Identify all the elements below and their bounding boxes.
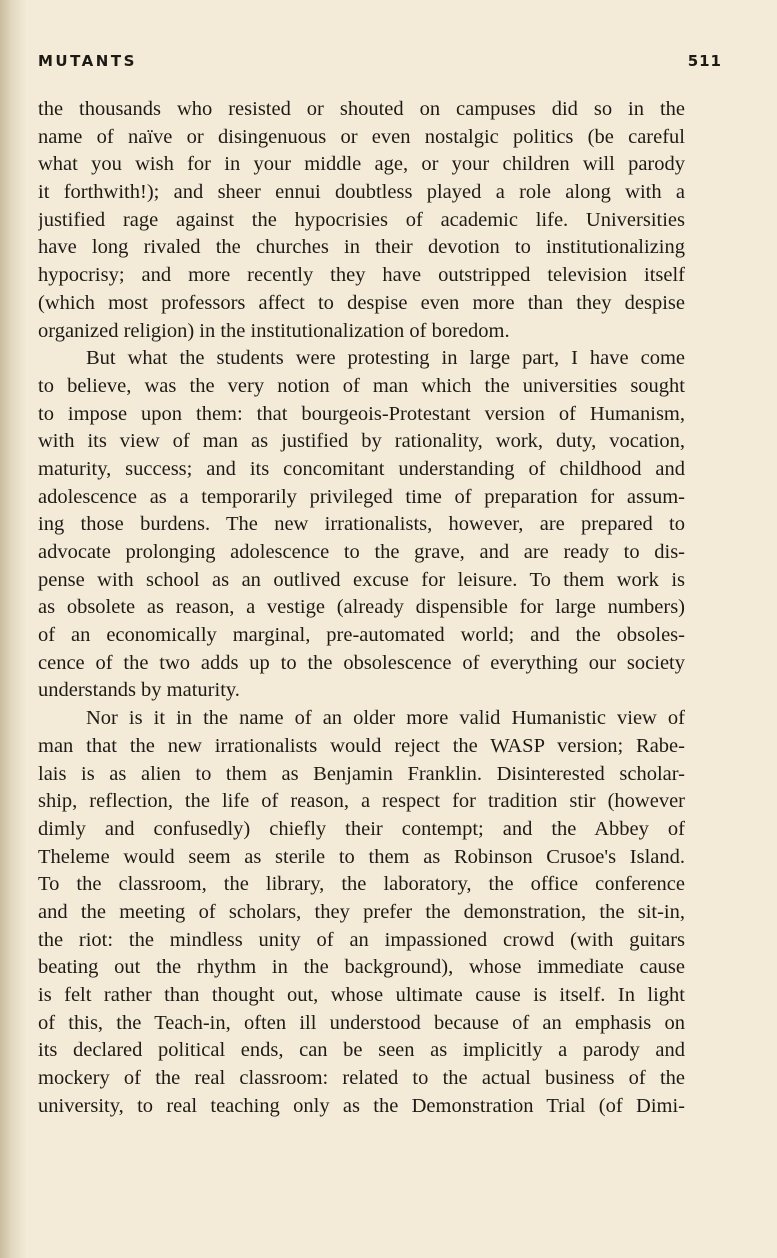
text-line: to impose upon them: that bourgeois-Protestant version of Humanism, <box>38 402 685 425</box>
text-line: To the classroom, the library, the laboratory, the office conference <box>38 873 685 896</box>
page-number: 511 <box>687 52 722 70</box>
paragraph <box>38 345 685 705</box>
text-line: (which most professors affect to despise even more than they despise <box>38 291 685 314</box>
book-gutter-shadow <box>0 0 26 1258</box>
text-line: man that the new irrationalists would reject the WASP version; Rabe- <box>38 734 685 757</box>
running-head <box>38 52 750 72</box>
text-line: mockery of the real classroom: related to the actual business of the <box>38 1067 685 1090</box>
text-line: and the meeting of scholars, they prefer the demonstration, the sit-in, <box>38 900 685 923</box>
text-line: ship, reflection, the life of reason, a respect for tradition stir (however <box>38 790 685 813</box>
text-line: Theleme would seem as sterile to them as Robinson Crusoe's Island. <box>38 845 685 868</box>
text-line: of an economically marginal, pre-automated world; and the obsoles- <box>38 624 685 647</box>
text-line: to believe, was the very notion of man which the universities sought <box>38 374 685 397</box>
text-line: understands by maturity. <box>38 679 240 702</box>
text-line: dimly and confusedly) chiefly their contempt; and the Abbey of <box>38 817 685 840</box>
paragraph <box>38 96 685 345</box>
text-line: advocate prolonging adolescence to the grave, and are ready to dis- <box>38 541 685 563</box>
text-line: it forthwith!); and sheer ennui doubtless played a role along with a <box>38 181 685 204</box>
text-line: as obsolete as reason, a vestige (already dispensible for large numbers) <box>38 596 685 619</box>
text-line: have long rivaled the churches in their devotion to institutionalizing <box>38 236 685 259</box>
book-page <box>38 0 750 1258</box>
text-line: name of naïve or disingenuous or even nostalgic politics (be careful <box>38 125 685 148</box>
text-line: ing those burdens. The new irrationalists, however, are prepared to <box>38 513 685 536</box>
section-title: MUTANTS <box>38 52 137 70</box>
text-line: university, to real teaching only as the Demonstration Trial (of Dimi- <box>38 1094 685 1117</box>
text-line: what you wish for in your middle age, or your children will parody <box>38 153 685 176</box>
text-line: beating out the rhythm in the background), whose immediate cause <box>38 956 685 979</box>
text-line: cence of the two adds up to the obsolescence of everything our society <box>38 651 685 674</box>
text-line: adolescence as a temporarily privileged time of preparation for assum- <box>38 485 685 508</box>
text-line: its declared political ends, can be seen as implicitly a parody and <box>38 1039 685 1062</box>
text-line: maturity, success; and its concomitant understanding of childhood and <box>38 457 685 480</box>
text-line: hypocrisy; and more recently they have outstripped television itself <box>38 264 685 287</box>
body-text <box>38 96 685 1120</box>
text-line: the thousands who resisted or shouted on campuses did so in the <box>38 98 685 120</box>
text-line: of this, the Teach-in, often ill understood because of an emphasis on <box>38 1011 685 1034</box>
paragraph <box>38 705 685 1120</box>
text-line: with its view of man as justified by rationality, work, duty, vocation, <box>38 430 685 453</box>
text-line: the riot: the mindless unity of an impassioned crowd (with guitars <box>38 928 685 951</box>
text-line: organized religion) in the institutionalization of boredom. <box>38 319 510 342</box>
text-line: But what the students were protesting in large part, I have come <box>86 347 685 370</box>
text-line: is felt rather than thought out, whose ultimate cause is itself. In light <box>38 984 685 1006</box>
text-line: Nor is it in the name of an older more valid Humanistic view of <box>86 707 685 730</box>
text-line: lais is as alien to them as Benjamin Franklin. Disinterested scholar- <box>38 762 685 785</box>
text-line: pense with school as an outlived excuse for leisure. To them work is <box>38 568 685 591</box>
text-line: justified rage against the hypocrisies of academic life. Universities <box>38 208 685 231</box>
